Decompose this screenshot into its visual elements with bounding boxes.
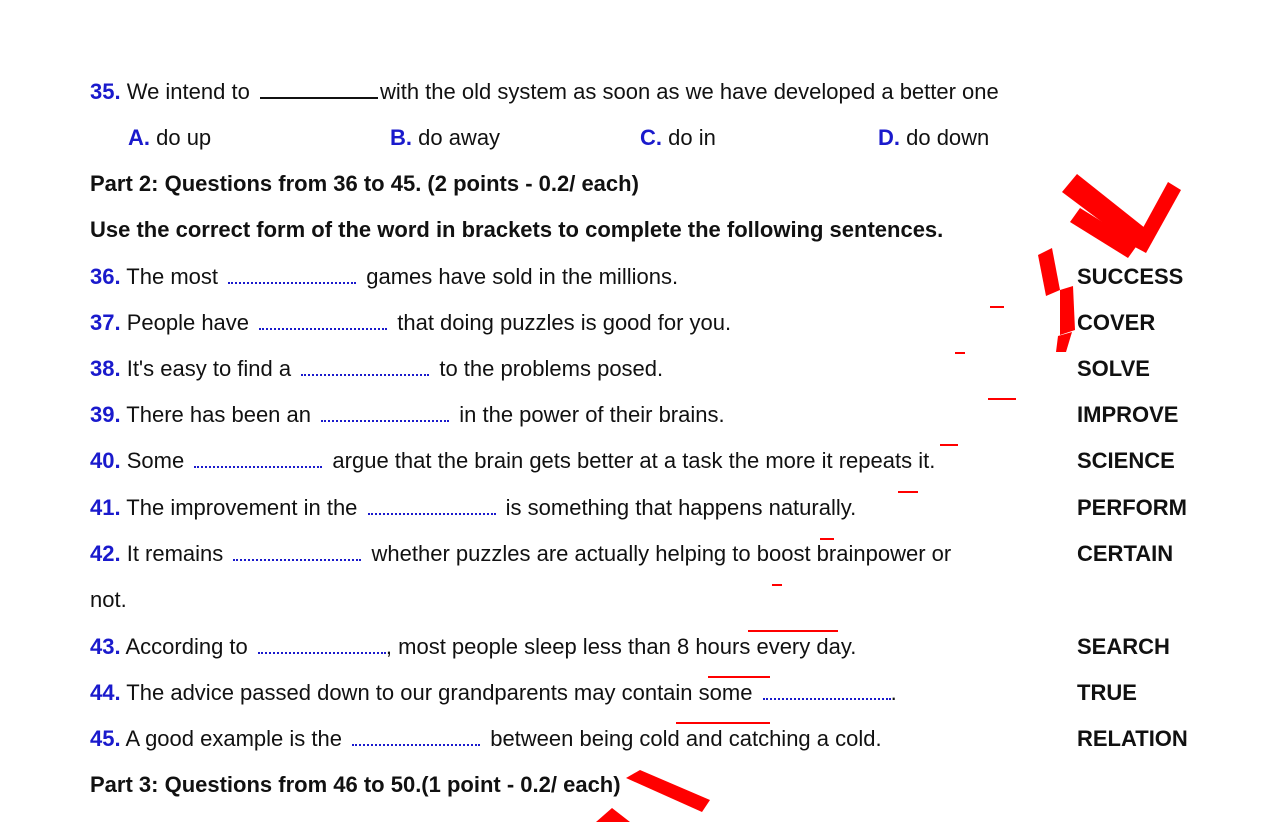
question-text-after: in the power of their brains. [453,402,725,427]
watermark-stroke [626,770,710,812]
question-37 [90,308,731,338]
watermark-stroke [596,808,630,822]
question-text-before: The advice passed down to our grandparents may contain some [120,680,759,705]
option-letter: A. [128,125,150,150]
answer-blank[interactable] [258,644,386,654]
keyword: TRUE [1077,680,1137,705]
watermark-fragment [988,398,1016,400]
answer-blank[interactable] [763,690,891,700]
question-text-before: It's easy to find a [120,356,298,381]
watermark-stroke [1060,286,1075,335]
question-45 [90,724,882,754]
question-text-before: The improvement in the [120,495,364,520]
watermark-stroke [1070,208,1138,258]
question-text-after: to the problems posed. [433,356,664,381]
question-40 [90,446,935,476]
question-number: 36. [90,264,121,289]
answer-blank[interactable] [228,274,356,284]
option-b[interactable] [390,123,500,153]
question-number: 45. [90,726,121,751]
watermark-stroke [1056,332,1072,352]
question-36 [90,262,678,292]
answer-blank[interactable] [260,93,378,99]
question-text-before: People have [120,310,256,335]
question-text-before: There has been an [120,402,318,427]
part2-instruction: Use the correct form of the word in brackets to complete the following sentences. [90,217,944,242]
watermark-stroke [1038,248,1060,296]
question-text-before: The most [120,264,225,289]
answer-blank[interactable] [321,412,449,422]
answer-blank[interactable] [259,320,387,330]
question-39 [90,400,725,430]
watermark-fragment [898,491,918,493]
question-number: 44. [90,680,121,705]
question-43 [90,632,856,662]
question-text-before: Some [120,448,191,473]
question-text-after: that doing puzzles is good for you. [391,310,732,335]
question-text-after: between being cold and catching a cold. [484,726,882,751]
question-text-after: with the old system as soon as we have developed a better one [379,79,999,104]
answer-blank[interactable] [301,366,429,376]
question-number: 40. [90,448,121,473]
watermark-fragment [772,584,782,586]
watermark-fragment [955,352,965,354]
question-number: 35. [90,79,121,104]
option-text: do in [662,125,716,150]
keyword: IMPROVE [1077,402,1179,427]
keyword: SOLVE [1077,356,1150,381]
question-text-before: We intend to [120,79,256,104]
keyword: SEARCH [1077,634,1170,659]
question-42 [90,539,951,569]
question-text-after: . [890,680,897,705]
watermark-stroke [1133,182,1181,253]
question-number: 39. [90,402,121,427]
question-number: 41. [90,495,121,520]
option-a[interactable] [128,123,211,153]
question-number: 43. [90,634,121,659]
question-41 [90,493,856,523]
keyword: CERTAIN [1077,541,1174,566]
watermark-stroke [1062,174,1150,246]
answer-blank[interactable] [352,736,480,746]
question-text-before: It remains [120,541,230,566]
question-number: 38. [90,356,121,381]
question-35 [90,77,999,107]
watermark-fragment [990,306,1004,308]
option-letter: B. [390,125,412,150]
keyword: PERFORM [1077,495,1187,520]
question-44 [90,678,897,708]
question-text-after: , most people sleep less than 8 hours every day. [385,634,857,659]
answer-blank[interactable] [368,505,496,515]
question-42-continuation: not. [90,587,127,612]
option-text: do down [900,125,990,150]
question-text-after: is something that happens naturally. [499,495,857,520]
answer-blank[interactable] [194,458,322,468]
part2-heading: Part 2: Questions from 36 to 45. (2 points - 0.2/ each) [90,171,639,196]
option-d[interactable] [878,123,989,153]
option-letter: D. [878,125,900,150]
option-c[interactable] [640,123,716,153]
part3-heading: Part 3: Questions from 46 to 50.(1 point - 0.2/ each) [90,772,621,797]
option-text: do away [412,125,501,150]
keyword: COVER [1077,310,1156,335]
question-text-after: whether puzzles are actually helping to boost brainpower or [365,541,952,566]
keyword: SUCCESS [1077,264,1184,289]
watermark-fragment [940,444,958,446]
question-38 [90,354,663,384]
answer-blank[interactable] [233,551,361,561]
keyword: SCIENCE [1077,448,1175,473]
question-number: 37. [90,310,121,335]
question-text-before: According to [120,634,254,659]
option-text: do up [150,125,212,150]
question-number: 42. [90,541,121,566]
keyword: RELATION [1077,726,1188,751]
question-text-before: A good example is the [120,726,349,751]
question-text-after: games have sold in the millions. [360,264,679,289]
option-letter: C. [640,125,662,150]
question-text-after: argue that the brain gets better at a task the more it repeats it. [326,448,936,473]
